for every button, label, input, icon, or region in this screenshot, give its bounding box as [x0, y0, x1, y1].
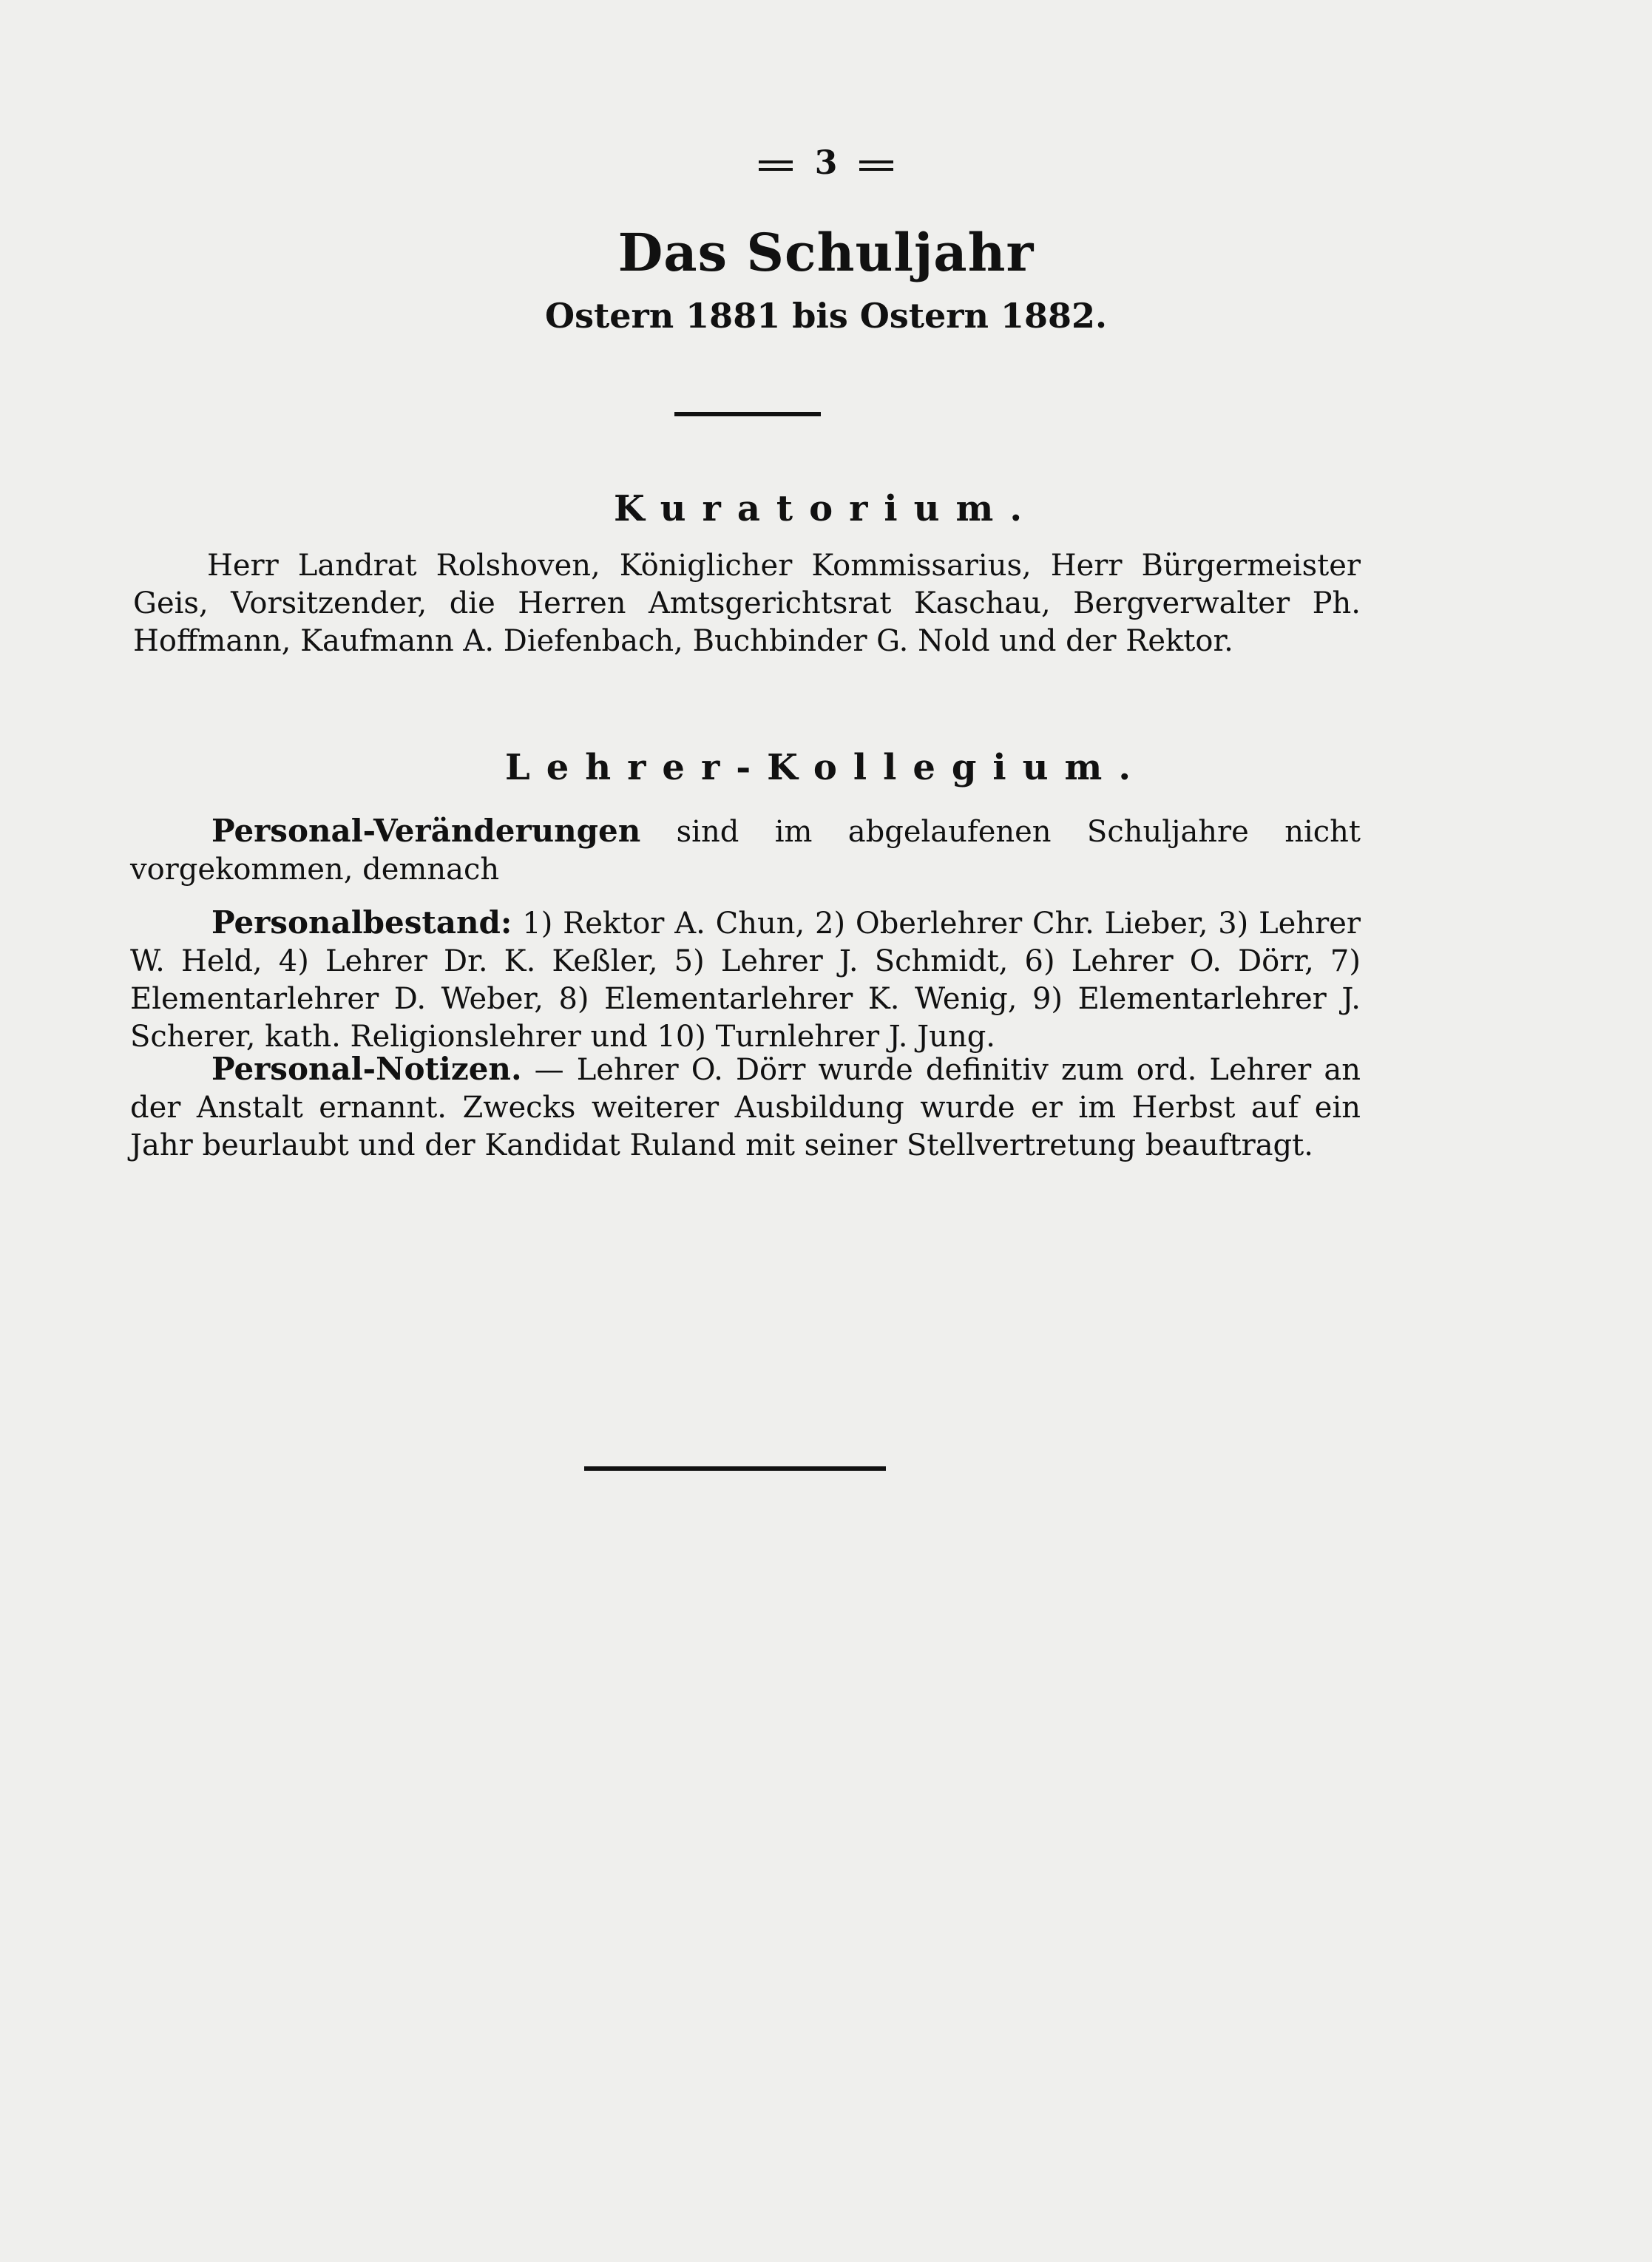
paragraph-lead: Personalbestand:: [211, 904, 512, 941]
paragraph-text: sind im abgelaufenen Schuljahre nicht vorgekommen, demnach: [130, 815, 1361, 887]
page-number: [0, 144, 1652, 182]
section-heading-kuratorium: Kuratorium.: [613, 488, 1039, 529]
document-subtitle: Ostern 1881 bis Ostern 1882.: [545, 296, 1107, 336]
ornament-dash-left: [759, 160, 793, 171]
end-rule: [584, 1466, 886, 1471]
paragraph-text: — Lehrer O. Dörr wurde definitiv zum ord. Lehrer an der Anstalt ernannt. Zwecks weiterer Ausbildung wurde er im Herbst auf ein Jahr beurlaubt und der Kandidat Ruland mit seiner Stellvertretung beauftragt.: [130, 1053, 1361, 1162]
divider-rule: [674, 412, 821, 416]
kuratorium-paragraph: Herr Landrat Rolshoven, Königlicher Kommissarius, Herr Bürgermeister Geis, Vorsitzender, die Herren Amtsgerichtsrat Kaschau, Bergverwalter Ph. Hoffmann, Kaufmann A. Diefenbach, Buchbinder G. Nold und der Rektor.: [133, 549, 1361, 658]
personal-notizen-paragraph: [130, 1050, 1361, 1165]
section-heading-kollegium: Lehrer-Kollegium.: [504, 747, 1148, 788]
document-title: Das Schuljahr: [617, 222, 1035, 283]
page-number-value: 3: [814, 144, 838, 182]
paragraph-lead: Personal-Notizen.: [211, 1051, 522, 1087]
paragraph-lead: Personal-Veränderungen: [211, 813, 641, 849]
personalbestand-paragraph: [130, 904, 1361, 1056]
paragraph-text: 1) Rektor A. Chun, 2) Oberlehrer Chr. Lieber, 3) Lehrer W. Held, 4) Lehrer Dr. K. Keßler, 5) Lehrer J. Schmidt, 6) Lehrer O. Dörr, 7) Elementarlehrer D. Weber, 8) Elementarlehrer K. Wenig, 9) Elementarlehrer J. Scherer, kath. Religionslehrer und 10) Turnlehrer J. Jung.: [130, 907, 1361, 1054]
ornament-dash-right: [859, 160, 893, 171]
personal-veraenderungen-paragraph: [130, 812, 1361, 889]
